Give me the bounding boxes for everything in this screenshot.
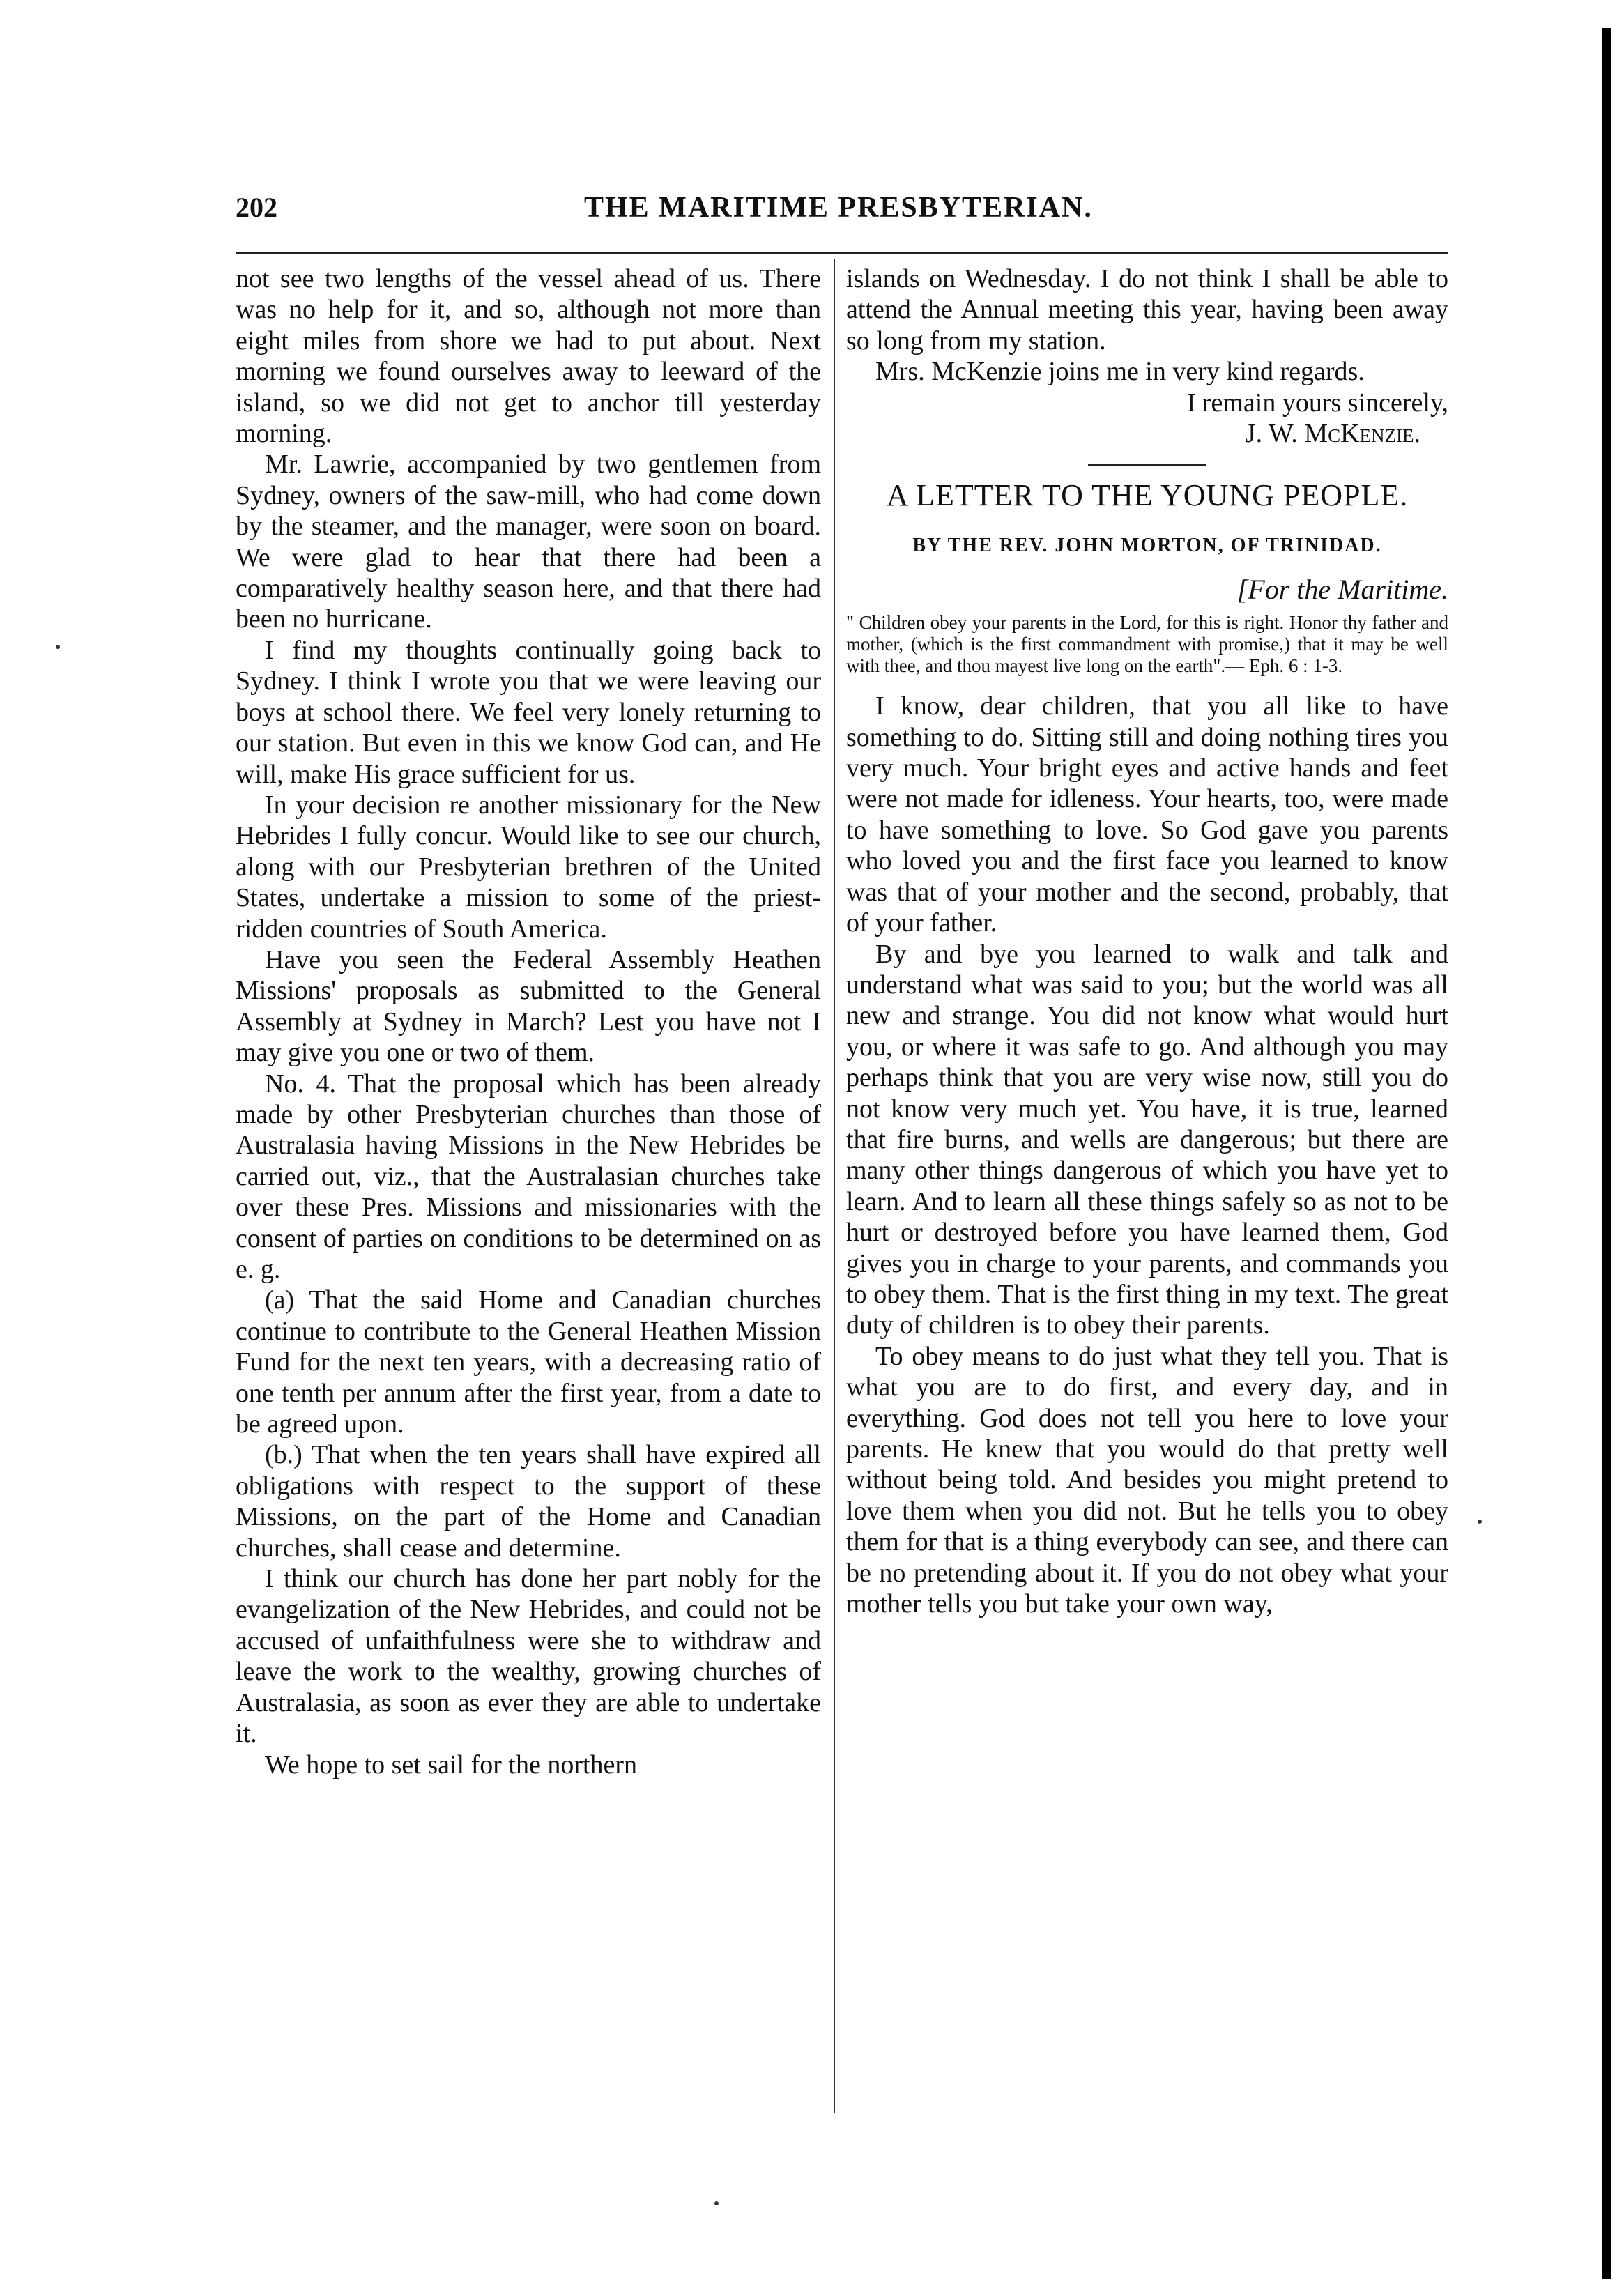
paragraph: We hope to set sail for the northern: [265, 1750, 638, 1780]
source-note: [For the Maritime.: [1236, 573, 1448, 605]
header-rule: [236, 252, 1448, 254]
paragraph: Mr. Lawrie, accompanied by two gentlemen from Sydney, owners of the saw-mill, who had come down by the steamer, and the manager, were soon on board. We were glad to hear that there had been a comparatively healthy season here, and that there had been no hurricane.: [236, 450, 821, 634]
paragraph: not see two lengths of the vessel ahead of us. There was no help for it, and so, although not more than eight miles from shore we had to put about. Next morning we found ourselves away to leeward of the island, so we did not get to anchor till yesterday morning.: [236, 264, 821, 449]
page-edge-shadow: [1602, 28, 1611, 2279]
ink-speck: [714, 2201, 719, 2205]
ink-speck: [56, 645, 60, 649]
page-header: [236, 187, 1448, 229]
paragraph: By and bye you learned to walk and talk and understand what was said to you; but the world was all new and strange. You did not know what would hurt you, or where it was safe to go. And although you may perhaps think that you are very wise now, still you do not know very much yet. You have, it is true, learned that fire burns, and wells are dangerous; but there are many other things dangerous of which you have yet to learn. And to learn all these things safely so as not to be hurt or destroyed before you have learned them, God gives you in charge to your parents, and commands you to obey them. That is the first thing in my text. The great duty of children is to obey their parents.: [846, 939, 1448, 1340]
left-column: [236, 263, 821, 1780]
paragraph: Have you seen the Federal Assembly Heathen Missions' proposals as submitted to the General Assembly at Sydney in March? Lest you have not I may give you one or two of them.: [236, 944, 821, 1068]
page-number: 202: [236, 192, 277, 223]
paragraph: To obey means to do just what they tell you. That is what you are to do first, and every day, and in everything. God does not tell you here to love your parents. He knew that you would do that pretty well without being told. And besides you might pretend to love them when you did not. But he tells you to obey them for that is a thing everybody can see, and there can be no pretending about it. If you do not obey what your mother tells you but take your own way,: [846, 1341, 1448, 1619]
right-column: [846, 263, 1448, 1619]
paragraph: In your decision re another missionary for the New Hebrides I fully concur. Would like to see our church, along with our Presbyterian brethren of the United States, undertake a mission to some of the priest-ridden countries of South America.: [236, 790, 821, 944]
paragraph: No. 4. That the proposal which has been already made by other Presbyterian churches than those of Australasia having Missions in the New Hebrides be carried out, viz., that the Australasian churches take over these Pres. Missions and missionaries with the consent of parties on conditions to be determined on as e. g.: [236, 1069, 821, 1284]
column-divider: [834, 259, 835, 2113]
scripture-epigraph: " Children obey your parents in the Lord, for this is right. Honor thy father and mother, (which is the first commandment with promise,) that it may be well with thee, and thou mayest live long on the earth".— Eph. 6 : 1-3.: [846, 612, 1448, 677]
ink-speck: [1478, 1520, 1482, 1524]
section-divider: [1088, 464, 1206, 466]
running-title: THE MARITIME PRESBYTERIAN.: [584, 192, 1093, 224]
paragraph: (a) That the said Home and Canadian churches continue to contribute to the General Heathen Mission Fund for the next ten years, with a decreasing ratio of one tenth per annum after the first year, from a date to be agreed upon.: [236, 1285, 821, 1439]
article-title: A LETTER TO THE YOUNG PEOPLE.: [886, 478, 1409, 513]
letter-closing: I remain yours sincerely,: [1186, 388, 1448, 418]
paragraph: I know, dear children, that you all like to have something to do. Sitting still and doing nothing tires you very much. Your bright eyes and active hands and feet were not made for idleness. Your hearts, too, were made to have something to love. So God gave you parents who loved you and the first face you learned to know was that of your mother and the second, probably, that of your father.: [846, 691, 1448, 938]
letter-signature: J. W. McKenzie.: [1245, 419, 1420, 449]
regards-paragraph: Mrs. McKenzie joins me in very kind regards.: [875, 357, 1365, 387]
paragraph: (b.) That when the ten years shall have expired all obligations with respect to the support of these Missions, on the part of the Home and Canadian churches, shall cease and determine.: [236, 1440, 821, 1563]
paragraph: I think our church has done her part nobly for the evangelization of the New Hebrides, and could not be accused of unfaithfulness were she to withdraw and leave the work to the wealthy, growing churches of Australasia, as soon as ever they are able to undertake it.: [236, 1564, 821, 1749]
article-byline: BY THE REV. JOHN MORTON, OF TRINIDAD.: [912, 535, 1382, 557]
letter-end-paragraph: islands on Wednesday. I do not think I shall be able to attend the Annual meeting this year, having been away so long from my station.: [846, 264, 1448, 355]
paragraph: I find my thoughts continually going back to Sydney. I think I wrote you that we were leaving our boys at school there. We feel very lonely returning to our station. But even in this we know God can, and He will, make His grace sufficient for us.: [236, 635, 821, 789]
